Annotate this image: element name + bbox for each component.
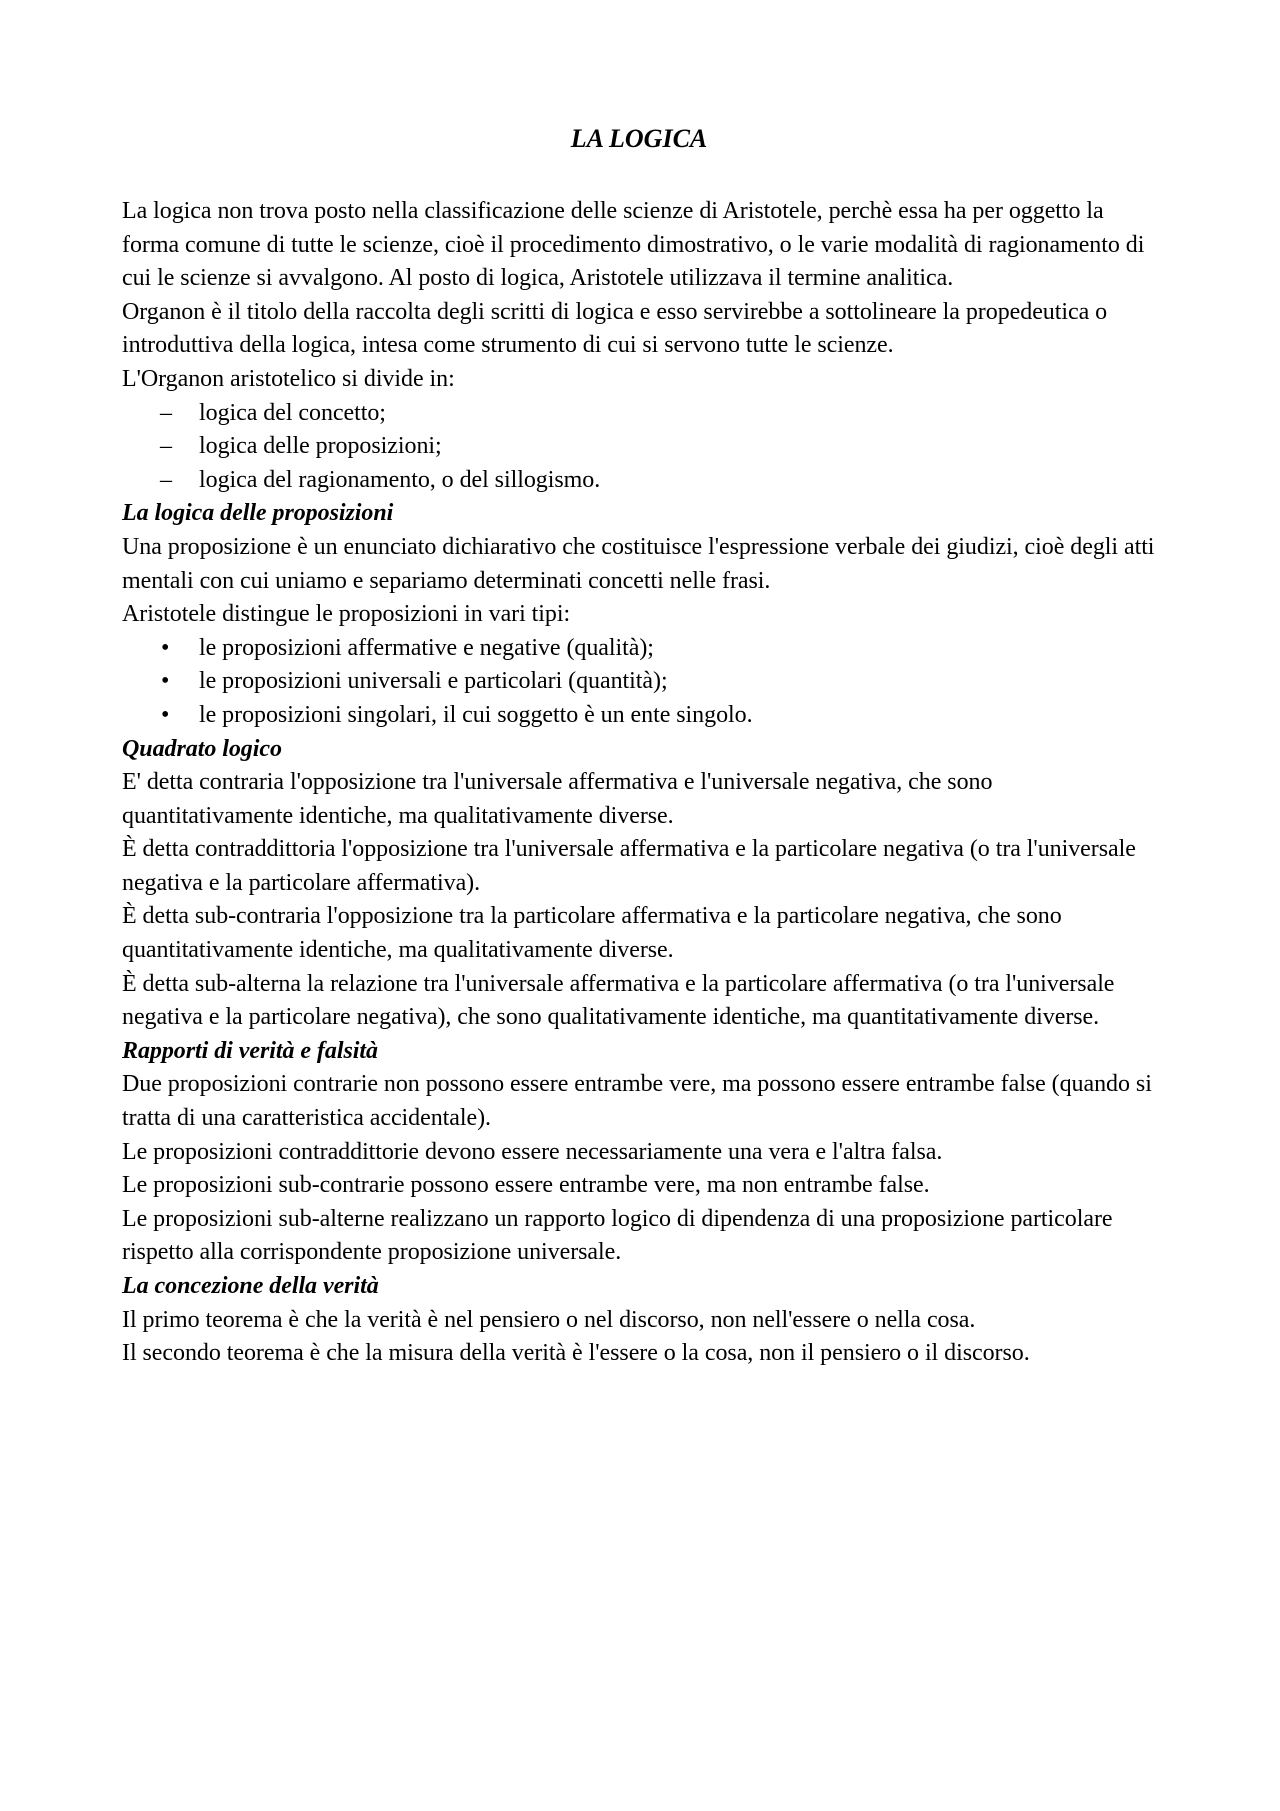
bullet-icon: • bbox=[161, 634, 170, 661]
list-item bbox=[122, 632, 1156, 666]
list-item-text: le proposizioni singolari, il cui soggetto è un ente singolo. bbox=[199, 701, 753, 728]
bullet-icon: • bbox=[161, 701, 170, 728]
list-item bbox=[122, 430, 1156, 464]
document-body bbox=[122, 195, 1156, 1371]
section-heading: Quadrato logico bbox=[122, 735, 282, 762]
list-item bbox=[122, 699, 1156, 733]
paragraph: Le proposizioni contraddittorie devono essere necessariamente una vera e l'altra falsa. bbox=[122, 1138, 943, 1165]
list-item-text: le proposizioni universali e particolari (quantità); bbox=[199, 668, 668, 695]
paragraph: Una proposizione è un enunciato dichiarativo che costituisce l'espressione verbale dei giudizi, cioè degli atti mentali con cui uniamo e separiamo determinati concetti nelle frasi. bbox=[122, 533, 1155, 594]
paragraph: Le proposizioni sub-alterne realizzano un rapporto logico di dipendenza di una proposizione particolare rispetto alla corrispondente proposizione universale. bbox=[122, 1205, 1113, 1266]
dash-bullet-icon: – bbox=[160, 433, 172, 460]
list-item bbox=[122, 665, 1156, 699]
section-heading: La concezione della verità bbox=[122, 1273, 379, 1299]
paragraph: Organon è il titolo della raccolta degli scritti di logica e esso servirebbe a sottolineare la propedeutica o introduttiva della logica, intesa come strumento di cui si servono tutte le scienze. bbox=[122, 298, 1108, 359]
organon-parts-list bbox=[122, 397, 1156, 498]
paragraph: È detta sub-alterna la relazione tra l'universale affermativa e la particolare affermativa (o tra l'universale negativa e la particolare negativa), che sono qualitativamente identiche, ma quantitativamente diverse. bbox=[122, 970, 1115, 1031]
paragraph: Le proposizioni sub-contrarie possono essere entrambe vere, ma non entrambe false. bbox=[122, 1172, 930, 1199]
list-item-text: logica del concetto; bbox=[199, 399, 386, 426]
paragraph: Il secondo teorema è che la misura della verità è l'essere o la cosa, non il pensiero o il discorso. bbox=[122, 1340, 1030, 1367]
paragraph: È detta contraddittoria l'opposizione tra l'universale affermativa e la particolare negativa (o tra l'universale negativa e la particolare affermativa). bbox=[122, 836, 1136, 896]
document-title: LA LOGICA bbox=[570, 124, 708, 153]
list-item-text: le proposizioni affermative e negative (qualità); bbox=[199, 634, 654, 661]
list-item bbox=[122, 397, 1156, 431]
paragraph: E' detta contraria l'opposizione tra l'universale affermativa e l'universale negativa, che sono quantitativamente identiche, ma qualitativamente diverse. bbox=[122, 769, 993, 829]
list-item bbox=[122, 464, 1156, 498]
dash-bullet-icon: – bbox=[160, 466, 172, 493]
paragraph: Aristotele distingue le proposizioni in vari tipi: bbox=[122, 601, 571, 628]
paragraph: L'Organon aristotelico si divide in: bbox=[122, 365, 455, 392]
dash-bullet-icon: – bbox=[160, 399, 172, 426]
paragraph: Due proposizioni contrarie non possono essere entrambe vere, ma possono essere entrambe false (quando si tratta di una caratteristica accidentale). bbox=[122, 1071, 1152, 1132]
paragraph: La logica non trova posto nella classificazione delle scienze di Aristotele, perchè essa ha per oggetto la forma comune di tutte le scienze, cioè il procedimento dimostrativo, o le varie modalità di ragionamento di cui le scienze si avvalgono. Al posto di logica, Aristotele utilizzava il termine analitica. bbox=[122, 198, 1145, 292]
proposition-types-list bbox=[122, 632, 1156, 733]
bullet-icon: • bbox=[161, 668, 170, 695]
paragraph: Il primo teorema è che la verità è nel pensiero o nel discorso, non nell'essere o nella cosa. bbox=[122, 1306, 976, 1333]
list-item-text: logica delle proposizioni; bbox=[199, 433, 442, 460]
list-item-text: logica del ragionamento, o del sillogismo. bbox=[199, 466, 601, 493]
section-heading: La logica delle proposizioni bbox=[122, 500, 394, 527]
section-heading: Rapporti di verità e falsità bbox=[122, 1037, 378, 1064]
paragraph: È detta sub-contraria l'opposizione tra la particolare affermativa e la particolare negativa, che sono quantitativamente identiche, ma qualitativamente diverse. bbox=[122, 903, 1062, 964]
